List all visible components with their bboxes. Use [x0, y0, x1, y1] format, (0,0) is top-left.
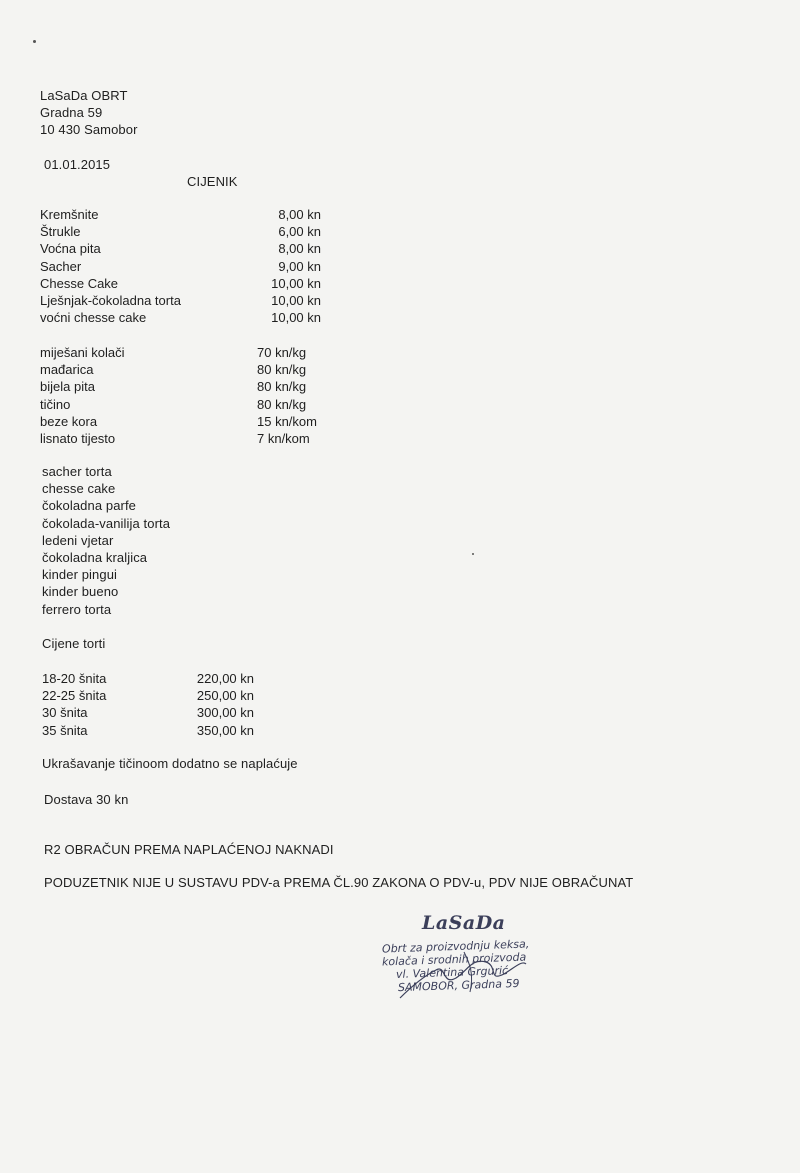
cake-name: kinder bueno [42, 584, 119, 600]
item-name: Lješnjak-čokoladna torta [40, 293, 181, 308]
cake-price: 250,00 kn [196, 688, 254, 704]
item-name: mađarica [40, 362, 94, 378]
cake-price: 350,00 kn [196, 722, 254, 738]
item-price: 7 kn/kom [257, 431, 310, 446]
item-name: Chesse Cake [40, 275, 119, 291]
price-row [40, 309, 321, 326]
decoration-note: Ukrašavanje tičinoom dodatno se naplaćuje [42, 756, 298, 771]
price-row [40, 361, 330, 378]
cake-size: 22-25 šnita [42, 688, 107, 704]
cake-size: 30 šnita [42, 705, 88, 721]
item-price: 10,00 kn [271, 275, 321, 291]
cake-prices-heading: Cijene torti [42, 636, 106, 651]
item-price: 80 kn/kg [257, 379, 307, 395]
price-row [40, 275, 321, 292]
price-row [40, 413, 330, 430]
price-row [40, 206, 321, 223]
cake-price: 220,00 kn [196, 671, 254, 686]
cake-size: 35 šnita [42, 722, 88, 738]
scan-speck [472, 553, 474, 555]
stamp-line: vl. Valentina Grgurić [395, 964, 509, 981]
cake-price-row [42, 687, 254, 704]
price-row [40, 378, 330, 395]
price-row [40, 240, 321, 257]
item-price: 10,00 kn [271, 293, 321, 308]
scan-speck [33, 40, 36, 43]
legal-note-vat: PODUZETNIK NIJE U SUSTAVU PDV-a PREMA ČL.90 ZAKONA O PDV-u, PDV NIJE OBRAČUNAT [44, 875, 634, 890]
price-row [40, 258, 321, 275]
item-name: Štrukle [40, 224, 81, 240]
cake-name: čokoladna parfe [42, 498, 137, 514]
item-name: Voćna pita [40, 241, 101, 257]
stamp-line: Obrt za proizvodnju keksa, [381, 937, 530, 956]
stamp-logo: LaSaDa [422, 912, 506, 934]
cake-name: sacher torta [42, 464, 112, 479]
item-name: voćni chesse cake [40, 310, 147, 326]
stamp-line: SAMOBOR, Gradna 59 [397, 976, 520, 995]
cake-price-row [42, 670, 254, 687]
delivery-note: Dostava 30 kn [44, 792, 129, 807]
item-name: Kremšnite [40, 207, 99, 222]
item-name: Sacher [40, 258, 82, 274]
price-row [40, 223, 321, 240]
item-price: 8,00 kn [278, 241, 321, 257]
cake-name: ferrero torta [42, 601, 112, 617]
company-city: 10 430 Samobor [40, 122, 138, 137]
item-name: miješani kolači [40, 345, 125, 360]
cake-price-row [42, 704, 254, 721]
item-name: beze kora [40, 413, 98, 429]
cake-name: čokolada-vanilija torta [42, 515, 171, 531]
cake-price-row [42, 722, 254, 739]
document-title: CIJENIK [187, 174, 238, 189]
legal-note-r2: R2 OBRAČUN PREMA NAPLAĆENOJ NAKNADI [44, 842, 334, 857]
cake-size: 18-20 šnita [42, 671, 107, 686]
price-row [40, 396, 330, 413]
company-stamp [376, 912, 572, 1004]
item-price: 10,00 kn [271, 310, 321, 326]
item-name: bijela pita [40, 379, 95, 395]
document-date: 01.01.2015 [44, 157, 111, 172]
item-price: 80 kn/kg [257, 396, 307, 412]
price-row [40, 430, 330, 447]
item-price: 6,00 kn [278, 224, 321, 240]
item-price: 80 kn/kg [257, 362, 307, 378]
cake-name: ledeni vjetar [42, 532, 114, 548]
cake-name: kinder pingui [42, 567, 118, 583]
item-name: lisnato tijesto [40, 431, 116, 446]
cake-name: chesse cake [42, 481, 116, 497]
price-row [40, 292, 321, 309]
stamp-line: kolača i srodnih proizvoda [381, 950, 527, 969]
item-price: 8,00 kn [278, 207, 321, 222]
item-price: 15 kn/kom [257, 413, 317, 429]
signature-scribble [376, 912, 572, 1004]
item-price: 70 kn/kg [257, 345, 307, 360]
item-price: 9,00 kn [278, 258, 321, 274]
cake-name: čokoladna kraljica [42, 550, 148, 565]
company-name: LaSaDa OBRT [40, 88, 128, 103]
item-name: tičino [40, 396, 71, 412]
cake-price: 300,00 kn [196, 705, 254, 721]
company-street: Gradna 59 [40, 105, 103, 120]
price-row [40, 344, 330, 361]
